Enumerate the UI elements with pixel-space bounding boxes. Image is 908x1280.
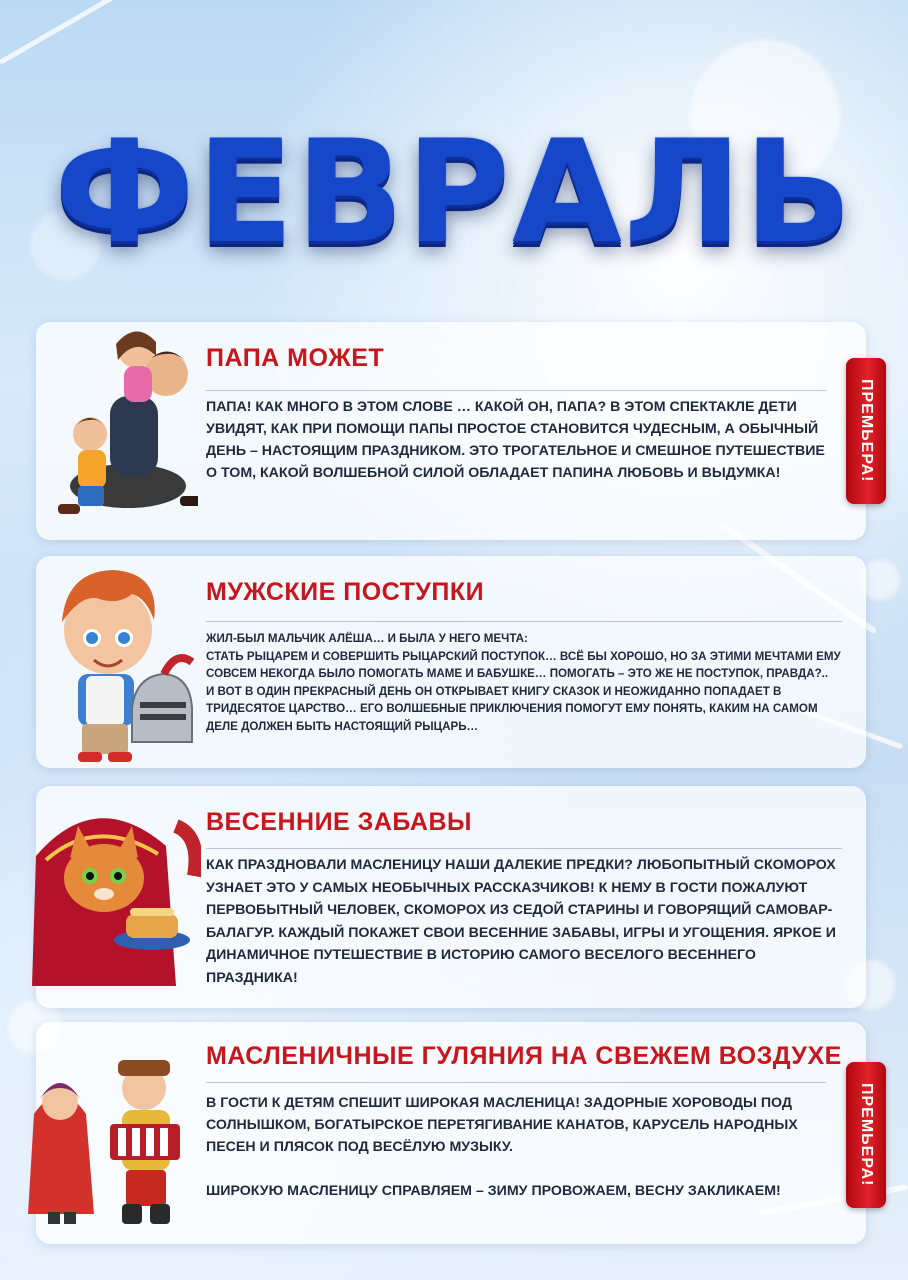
premiere-badge bbox=[846, 1062, 886, 1208]
show-title: МУЖСКИЕ ПОСТУПКИ bbox=[206, 578, 485, 606]
boy-with-knight-helmet-illustration bbox=[36, 558, 196, 768]
page-title: ФЕВРАЛЬ bbox=[53, 110, 855, 275]
show-card-vesennie-zabavy bbox=[36, 786, 866, 1008]
show-title: ПАПА МОЖЕТ bbox=[206, 344, 385, 372]
show-description: ЖИЛ-БЫЛ МАЛЬЧИК АЛЁША… И БЫЛА У НЕГО МЕЧТА: СТАТЬ РЫЦАРЕМ И СОВЕРШИТЬ РЫЦАРСКИЙ ПОСТУПОК… ВСЁ БЫ ХОРОШО, НО ЗА ЭТИМИ МЕЧТАМИ ЕМУ СОВСЕМ НЕКОГДА БЫЛО ПОМОГАТЬ МАМЕ И БАБУШКЕ… ПОМОГАТЬ – ЭТО ЖЕ НЕ ПОСТУПОК, ПРАВДА?.. И ВОТ В ОДИН ПРЕКРАСНЫЙ ДЕНЬ ОН ОТКРЫВАЕТ КНИГУ СКАЗОК И НЕОЖИДАННО ПОПАДАЕТ В ТРИДЕСЯТОЕ ЦАРСТВО… ЕГО ВОЛШЕБНЫЕ ПРИКЛЮЧЕНИЯ ПОМОГУТ ЕМУ ПОНЯТЬ, КАКИМ НА САМОМ ДЕЛЕ ДОЛЖЕН БЫТЬ НАСТОЯЩИЙ РЫЦАРЬ… bbox=[206, 632, 841, 733]
premiere-badge-label: ПРЕМЬЕРА! bbox=[858, 379, 875, 483]
show-card-papa-mozhet bbox=[36, 322, 866, 540]
father-with-children-illustration bbox=[38, 316, 198, 531]
cat-with-pancakes-illustration bbox=[26, 796, 201, 996]
folk-couple-with-accordion-illustration bbox=[24, 1044, 199, 1244]
show-description: КАК ПРАЗДНОВАЛИ МАСЛЕНИЦУ НАШИ ДАЛЕКИЕ ПРЕДКИ? ЛЮБОПЫТНЫЙ СКОМОРОХ УЗНАЕТ ЭТО У САМЫХ НЕОБЫЧНЫХ РАССКАЗЧИКОВ! К НЕМУ В ГОСТИ ПОЖАЛУЮТ ПЕРВОБЫТНЫЙ ЧЕЛОВЕК, СКОМОРОХ ИЗ СЕДОЙ СТАРИНЫ И ГОВОРЯЩИЙ САМОВАР-БАЛАГУР. КАЖДЫЙ ПОКАЖЕТ СВОИ ВЕСЕННИЕ ЗАБАВЫ, ИГРЫ И УГОЩЕНИЯ. ЯРКОЕ И ДИНАМИЧНОЕ ПУТЕШЕСТВИЕ В ИСТОРИЮ САМОГО ВЕСЕЛОГО ВЕСЕННЕГО ПРАЗДНИКА! bbox=[206, 857, 836, 986]
divider bbox=[206, 1082, 826, 1083]
show-card-maslenichnye-gulyaniya bbox=[36, 1022, 866, 1244]
divider bbox=[206, 621, 842, 622]
premiere-badge-label: ПРЕМЬЕРА! bbox=[858, 1083, 875, 1187]
snowy-branch bbox=[0, 0, 131, 65]
show-card-muzhskie-postupki bbox=[36, 556, 866, 768]
show-description: В ГОСТИ К ДЕТЯМ СПЕШИТ ШИРОКАЯ МАСЛЕНИЦА! ЗАДОРНЫЕ ХОРОВОДЫ ПОД СОЛНЫШКОМ, БОГАТЫРСКОЕ ПЕРЕТЯГИВАНИЕ КАНАТОВ, КАРУСЕЛЬ НАРОДНЫХ ПЕСЕН И ПЛЯСОК ПОД ВЕСЁЛУЮ МУЗЫКУ. ШИРОКУЮ МАСЛЕНИЦУ СПРАВЛЯЕМ – ЗИМУ ПРОВОЖАЕМ, ВЕСНУ ЗАКЛИКАЕМ! bbox=[206, 1095, 798, 1199]
divider bbox=[206, 390, 826, 391]
divider bbox=[206, 848, 842, 849]
bokeh-light bbox=[860, 560, 900, 600]
show-title: ВЕСЕННИЕ ЗАБАВЫ bbox=[206, 808, 472, 836]
show-description: ПАПА! КАК МНОГО В ЭТОМ СЛОВЕ … КАКОЙ ОН, ПАПА? В ЭТОМ СПЕКТАКЛЕ ДЕТИ УВИДЯТ, КАК ПРИ ПОМОЩИ ПАПЫ ПРОСТОЕ СТАНОВИТСЯ ЧУДЕСНЫМ, А ОБЫЧНЫЙ ДЕНЬ – НАСТОЯЩИМ ПРАЗДНИКОМ. ЭТО ТРОГАТЕЛЬНОЕ И СМЕШНОЕ ПУТЕШЕСТВИЕ О ТОМ, КАКОЙ ВОЛШЕБНОЙ СИЛОЙ ОБЛАДАЕТ ПАПИНА ЛЮБОВЬ И ВЫДУМКА! bbox=[206, 399, 825, 481]
premiere-badge bbox=[846, 358, 886, 504]
show-title: МАСЛЕНИЧНЫЕ ГУЛЯНИЯ НА СВЕЖЕМ ВОЗДУХЕ bbox=[206, 1042, 842, 1070]
